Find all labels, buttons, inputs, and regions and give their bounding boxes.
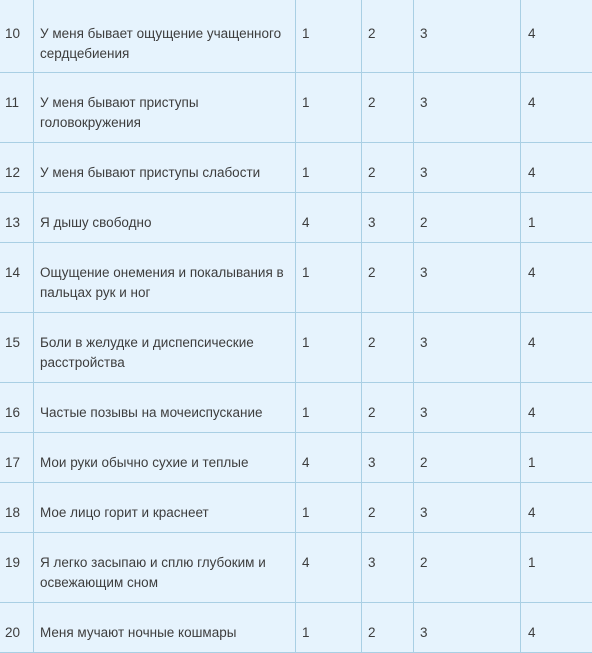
statement-text: Мои руки обычно сухие и теплые bbox=[34, 433, 295, 473]
statement-cell bbox=[34, 313, 296, 383]
score-option-3 bbox=[414, 533, 521, 603]
score-value: 1 bbox=[296, 243, 361, 283]
row-number: 16 bbox=[0, 383, 33, 423]
score-option-4 bbox=[521, 533, 592, 603]
score-value: 2 bbox=[362, 603, 413, 643]
statement-text: Боли в желудке и диспепсические расстройства bbox=[34, 313, 295, 373]
statement-text: У меня бывают приступы головокружения bbox=[34, 73, 295, 133]
score-option-4 bbox=[521, 603, 592, 653]
score-value: 2 bbox=[414, 533, 520, 573]
score-option-3 bbox=[414, 73, 521, 143]
statement-cell bbox=[34, 483, 296, 533]
score-value: 4 bbox=[296, 433, 361, 473]
score-value: 2 bbox=[362, 313, 413, 353]
score-value: 1 bbox=[296, 603, 361, 643]
score-option-3 bbox=[414, 383, 521, 433]
score-value: 4 bbox=[521, 603, 592, 643]
score-option-1 bbox=[296, 383, 362, 433]
row-number: 12 bbox=[0, 143, 33, 183]
row-number: 10 bbox=[0, 0, 33, 44]
score-option-4 bbox=[521, 383, 592, 433]
statement-text: Я легко засыпаю и сплю глубоким и освежающим сном bbox=[34, 533, 295, 593]
score-value: 3 bbox=[414, 383, 520, 423]
score-option-2 bbox=[362, 533, 414, 603]
table-row bbox=[0, 433, 592, 483]
score-value: 4 bbox=[521, 143, 592, 183]
score-value: 2 bbox=[362, 483, 413, 523]
score-value: 1 bbox=[296, 73, 361, 113]
score-option-3 bbox=[414, 243, 521, 313]
statement-text: У меня бывают приступы слабости bbox=[34, 143, 295, 183]
score-value: 1 bbox=[521, 193, 592, 233]
score-option-2 bbox=[362, 243, 414, 313]
score-option-3 bbox=[414, 483, 521, 533]
score-option-3 bbox=[414, 0, 521, 73]
score-value: 1 bbox=[296, 383, 361, 423]
row-number-cell bbox=[0, 603, 34, 653]
table-row bbox=[0, 73, 592, 143]
score-option-1 bbox=[296, 0, 362, 73]
table-row bbox=[0, 383, 592, 433]
row-number-cell bbox=[0, 533, 34, 603]
score-value: 1 bbox=[296, 483, 361, 523]
row-number: 20 bbox=[0, 603, 33, 643]
statement-cell bbox=[34, 383, 296, 433]
statement-text: Я дышу свободно bbox=[34, 193, 295, 233]
score-option-2 bbox=[362, 383, 414, 433]
score-value: 1 bbox=[521, 433, 592, 473]
score-value: 4 bbox=[521, 0, 592, 44]
score-option-4 bbox=[521, 193, 592, 243]
score-option-4 bbox=[521, 313, 592, 383]
score-option-2 bbox=[362, 193, 414, 243]
score-option-2 bbox=[362, 0, 414, 73]
score-option-3 bbox=[414, 603, 521, 653]
row-number-cell bbox=[0, 143, 34, 193]
score-value: 2 bbox=[414, 193, 520, 233]
score-option-3 bbox=[414, 313, 521, 383]
score-value: 4 bbox=[521, 313, 592, 353]
score-value: 3 bbox=[414, 243, 520, 283]
score-option-1 bbox=[296, 243, 362, 313]
score-value: 1 bbox=[521, 533, 592, 573]
table-row bbox=[0, 603, 592, 653]
score-value: 4 bbox=[296, 533, 361, 573]
statement-text: Меня мучают ночные кошмары bbox=[34, 603, 295, 643]
row-number-cell bbox=[0, 0, 34, 73]
statement-cell bbox=[34, 0, 296, 73]
row-number-cell bbox=[0, 483, 34, 533]
score-option-3 bbox=[414, 433, 521, 483]
score-option-3 bbox=[414, 193, 521, 243]
score-value: 2 bbox=[362, 73, 413, 113]
score-value: 3 bbox=[362, 433, 413, 473]
score-value: 3 bbox=[414, 0, 520, 44]
row-number-cell bbox=[0, 73, 34, 143]
score-option-4 bbox=[521, 483, 592, 533]
score-option-1 bbox=[296, 603, 362, 653]
statement-cell bbox=[34, 193, 296, 243]
score-value: 3 bbox=[414, 313, 520, 353]
row-number: 13 bbox=[0, 193, 33, 233]
score-option-4 bbox=[521, 243, 592, 313]
score-value: 4 bbox=[521, 73, 592, 113]
score-option-4 bbox=[521, 433, 592, 483]
score-value: 1 bbox=[296, 313, 361, 353]
row-number: 17 bbox=[0, 433, 33, 473]
score-option-2 bbox=[362, 313, 414, 383]
score-value: 1 bbox=[296, 143, 361, 183]
row-number: 14 bbox=[0, 243, 33, 283]
score-value: 3 bbox=[362, 533, 413, 573]
score-value: 2 bbox=[362, 143, 413, 183]
table-row bbox=[0, 483, 592, 533]
table-row bbox=[0, 193, 592, 243]
score-option-1 bbox=[296, 433, 362, 483]
row-number-cell bbox=[0, 383, 34, 433]
table-row bbox=[0, 313, 592, 383]
row-number: 18 bbox=[0, 483, 33, 523]
score-value: 4 bbox=[521, 483, 592, 523]
statement-cell bbox=[34, 603, 296, 653]
score-value: 2 bbox=[362, 243, 413, 283]
score-option-2 bbox=[362, 603, 414, 653]
score-option-1 bbox=[296, 533, 362, 603]
statement-cell bbox=[34, 143, 296, 193]
score-option-4 bbox=[521, 143, 592, 193]
statement-text: Ощущение онемения и покалывания в пальцах рук и ног bbox=[34, 243, 295, 303]
row-number-cell bbox=[0, 433, 34, 483]
score-option-1 bbox=[296, 313, 362, 383]
score-option-4 bbox=[521, 0, 592, 73]
score-option-1 bbox=[296, 483, 362, 533]
score-value: 3 bbox=[414, 483, 520, 523]
row-number-cell bbox=[0, 243, 34, 313]
table-row bbox=[0, 0, 592, 73]
statement-text: Частые позывы на мочеиспускание bbox=[34, 383, 295, 423]
score-value: 2 bbox=[414, 433, 520, 473]
statement-text: Мое лицо горит и краснеет bbox=[34, 483, 295, 523]
score-option-2 bbox=[362, 143, 414, 193]
row-number: 19 bbox=[0, 533, 33, 573]
statement-cell bbox=[34, 433, 296, 483]
score-value: 2 bbox=[362, 383, 413, 423]
score-option-2 bbox=[362, 433, 414, 483]
score-option-3 bbox=[414, 143, 521, 193]
score-option-2 bbox=[362, 483, 414, 533]
table-row bbox=[0, 243, 592, 313]
score-value: 3 bbox=[414, 143, 520, 183]
score-value: 2 bbox=[362, 0, 413, 44]
score-value: 1 bbox=[296, 0, 361, 44]
score-option-1 bbox=[296, 73, 362, 143]
row-number-cell bbox=[0, 193, 34, 243]
statement-cell bbox=[34, 533, 296, 603]
score-value: 3 bbox=[362, 193, 413, 233]
row-number: 11 bbox=[0, 73, 33, 113]
row-number-cell bbox=[0, 313, 34, 383]
table-row bbox=[0, 143, 592, 193]
score-value: 3 bbox=[414, 73, 520, 113]
score-value: 4 bbox=[521, 243, 592, 283]
score-option-4 bbox=[521, 73, 592, 143]
score-option-1 bbox=[296, 193, 362, 243]
score-value: 3 bbox=[414, 603, 520, 643]
score-value: 4 bbox=[296, 193, 361, 233]
statement-cell bbox=[34, 243, 296, 313]
statement-cell bbox=[34, 73, 296, 143]
score-option-1 bbox=[296, 143, 362, 193]
table-row bbox=[0, 533, 592, 603]
score-value: 4 bbox=[521, 383, 592, 423]
score-option-2 bbox=[362, 73, 414, 143]
statement-text: У меня бывает ощущение учащенного сердцебиения bbox=[34, 0, 295, 64]
row-number: 15 bbox=[0, 313, 33, 353]
